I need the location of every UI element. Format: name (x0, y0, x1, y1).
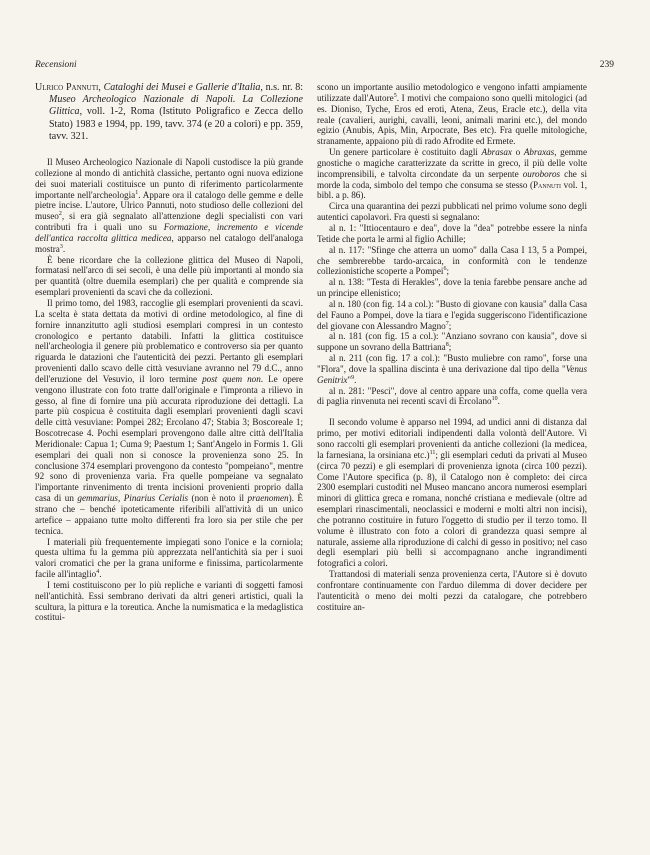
citation-author-last: Pannuti (65, 82, 99, 93)
running-header (35, 60, 614, 70)
list-item: al n. 181 (con fig. 15 a col.): "Anziano sovrano con kausia", dove si suppone un sovrano della Battriana$^8$; (317, 331, 587, 353)
book-citation (35, 82, 303, 143)
footnote-ref: 5 (393, 92, 397, 99)
section-title: Recensioni (35, 60, 77, 70)
left-column (35, 82, 303, 623)
citation-museum: Museo Archeologico Nazionale di Napoli. La Collezione Glittica (49, 94, 303, 118)
paragraph: I temi costituiscono per lo più repliche e varianti di soggetti famosi nell'antichità. Essi sembrano derivati da altri generi artistici, quali la scultura, la pittura e la toreutica. Anche la numismatica e la medaglistica costitui- (35, 579, 303, 623)
paragraph: Il secondo volume è apparso nel 1994, ad undici anni di distanza dal primo, per motivi editoriali indipendenti dalla volontà dell'Autore. Vi sono raccolti gli esemplari provenienti da antiche collezioni (la medicea, la farnesiana, la orsiniana etc.)$^{11}$; gli esemplari ceduti da privati al Museo (circa 70 pezzi) e gli esemplari di provenienza ignota (circa 100 pezzi). Come l'Autore specifica (p. 8), il Catalogo non è completo: dei circa 2300 esemplari custoditi nel Museo mancano ancora numerosi esemplari minori di glittica greca e romana, nonché cristiana e medievale (oltre ad esemplari rinascimentali, neoclassici e moderni e molti altri non incisi), che potranno costituire in futuro l'oggetto di studio per il terzo tomo. Il volume è illustrato con foto a colori di grandezza quasi sempre al naturale, assieme alla riproduzione di calchi di gesso in positivo; nel caso degli esemplari più belli si accompagnano anche ingrandimenti fotografici a colori. (317, 417, 587, 569)
paragraph: Il Museo Archeologico Nazionale di Napoli custodisce la più grande collezione al mondo di antichità classiche, pertanto ogni nuova edizione dei suoi materiali costituisce un punto di riferimento particolarmente importante nell'archeologia$^1$. Appare ora il catalogo delle gemme e delle pietre incise. L'autore, Ulrico Pannuti, noto studioso delle collezioni del museo$^2$, si era già segnalato all'attenzione degli specialisti con vari contributi fra i quali uno su Formazione, incremento e vicende dell'antica raccolta glittica medicea, apparso nel catalogo dell'analoga mostra$^3$. (35, 157, 303, 254)
footnote-ref: 11 (429, 449, 436, 456)
paragraph: Circa una quarantina dei pezzi pubblicati nel primo volume sono degli autentici capolavori. Fra questi si segnalano: (317, 201, 587, 223)
paragraph: Un genere particolare è costituito dagli Abrasax o Abraxas, gemme gnostiche o magiche caratterizzate da scritte in greco, il più delle volte incomprensibili, e talvolta circondate da un serpente ouroboros che si morde la coda, simbolo del tempo che consuma se stesso (Pannuti vol. 1, bibl. a p. 86). (317, 147, 588, 201)
citation-title: Cataloghi dei Musei e Gallerie d'Italia (103, 82, 261, 93)
citation-text: Ulrico Pannuti, Cataloghi dei Musei e Gallerie d'Italia, n.s. nr. 8: Museo Archeologico Nazionale di Napoli. La Collezione Glittica, voll. 1-2, Roma (Istituto Poligrafico e Zecca dello Stato) 1983 e 1994, pp. 199, tavv. 374 (e 20 a colori) e pp. 359, tavv. 321. (35, 82, 303, 142)
paragraph: È bene ricordare che la collezione glittica del Museo di Napoli, formatasi nell'arco di sei secoli, è una delle più importanti al mondo sia per quantità (oltre duemila esemplari) che per qualità e comprende sia esemplari provenienti da scavi che da collezioni. (35, 254, 303, 298)
footnote-ref: 10 (491, 396, 498, 403)
paragraph: I materiali più frequentemente impiegati sono l'onice e la corniola; questa ultima fu la gemma più apprezzata nell'antichità sia per i suoi valori cromatici che per la grana uniforme e finissima, particolarmente facile all'intaglio$^4$. (35, 536, 303, 580)
footnote-ref: 7 (445, 320, 449, 327)
citation-series: , n.s. nr. 8: (260, 82, 303, 93)
right-column (317, 82, 587, 613)
footnote-ref: 4 (96, 569, 100, 576)
list-item: al n. 180 (con fig. 14 a col.): "Busto di giovane con kausia" dalla Casa del Fauno a Pompei, dove la tiara e l'egida suggeriscono l'identificazione del giovane con Alessandro Magno$^7$; (317, 298, 587, 331)
paragraph: Trattandosi di materiali senza provenienza certa, l'Autore si è dovuto confrontare continuamente con l'arduo dilemma di dover decidere per l'autenticità o meno dei molti pezzi da catalogare, che potrebbero costituire an- (317, 569, 587, 612)
paragraph: Il primo tomo, del 1983, raccoglie gli esemplari provenienti da scavi. La scelta è stata dettata da motivi di ordine metodologico, al fine di fornire innanzitutto agli studiosi esemplari compresi in un contesto cronologico e pertanto databili. Infatti la glittica costituisce nell'archeologia il genere più problematico e controverso sia per quanto riguarda le datazioni che l'autenticità dei pezzi. Pertanto gli esemplari provenienti dallo scavo delle città vesuviane avranno nel 79 d.C., anno dell'eruzione del Vesuvio, il loro termine post quem non. Le opere vengono illustrate con foto tratte dall'originale e l'impronta a rilievo in gesso, al fine di fornire una più accurata riproduzione dei dettagli. La parte più cospicua è costituita dagli esemplari provenienti dagli scavi delle città vesuviane: Pompei 282; Ercolano 47; Stabia 3; Boscoreale 1; Boscotrecase 4. Pochi esemplari provengono dalle altre città dell'Italia Meridionale: Capua 1; Cuma 9; Paestum 1; Sant'Angelo in Formis 1. Gli esemplari dei quali non si conosce la provenienza sono 25. In conclusione 374 esemplari provengono da contesto "pompeiano", mentre 92 sono di provenienza varia. Fra quelle pompeiane va segnalato l'importante rinvenimento di trenta incisioni provenienti proprio dalla casa di un gemmarius, Pinarius Cerialis (non è noto il praenomen). È strano che – benché ipoteticamente riferibili all'attività di un unico artefice – appaiano tutte molto differenti fra loro sia per stile che per tecnica. (35, 297, 303, 536)
footnote-ref: 2 (58, 211, 62, 218)
footnote-ref: 3 (59, 243, 63, 250)
citation-author-first: Ulrico (35, 82, 64, 93)
page-number: 239 (599, 60, 614, 70)
footnote-ref: 8 (445, 342, 449, 349)
list-item: al n. 211 (con fig. 17 a col.): "Busto muliebre con ramo", forse una "Flora", dove la spallina discinta è una derivazione dal tipo della "Venus Genitrix"$^9$. (317, 353, 587, 385)
footnote-ref: 1 (135, 189, 139, 196)
paragraph: scono un importante ausilio metodologico e vengono infatti ampiamente utilizzate dall'Autore$^5$. I motivi che compaiono sono quelli mitologici (ad es. Dioniso, Tyche, Eros ed eroti, Atena, Zeus, Eracle etc.), della vita reale (cavalieri, aurighi, cavalli, leoni, animali marini etc.), del mondo egizio (Anubis, Apis, Min, Arpocrate, Bes etc). Fra quelle mitologiche, stranamente, appaiono più di rado Afrodite ed Ermete. (317, 82, 587, 147)
footnote-ref: 6 (443, 266, 447, 273)
list-item: al n. 281: "Pesci", dove al centro appare una coffa, come quella vera di paglia rinvenuta nei recenti scavi di Ercolano$^{10}$. (317, 385, 587, 407)
list-item: al n. 117: "Sfinge che atterra un uomo" dalla Casa I 13, 5 a Pompei, che sembrerebbe tardo-arcaica, in conformità con le tendenze collezionistiche scoperte a Pompei$^6$; (317, 244, 587, 277)
footnote-ref: 9 (351, 374, 355, 381)
citation-details: , voll. 1-2, Roma (Istituto Poligrafico e Zecca dello Stato) 1983 e 1994, pp. 199, tavv. 374 (e 20 a colori) e pp. 359, tavv. 321. (49, 106, 303, 142)
list-item: al n. 138: "Testa di Herakles", dove la tenia farebbe pensare anche ad un principe ellenistico; (317, 277, 587, 299)
list-item: al n. 1: "Ittiocentauro e dea", dove la "dea" potrebbe essere la ninfa Tetide che porta le armi al figlio Achille; (317, 222, 587, 244)
